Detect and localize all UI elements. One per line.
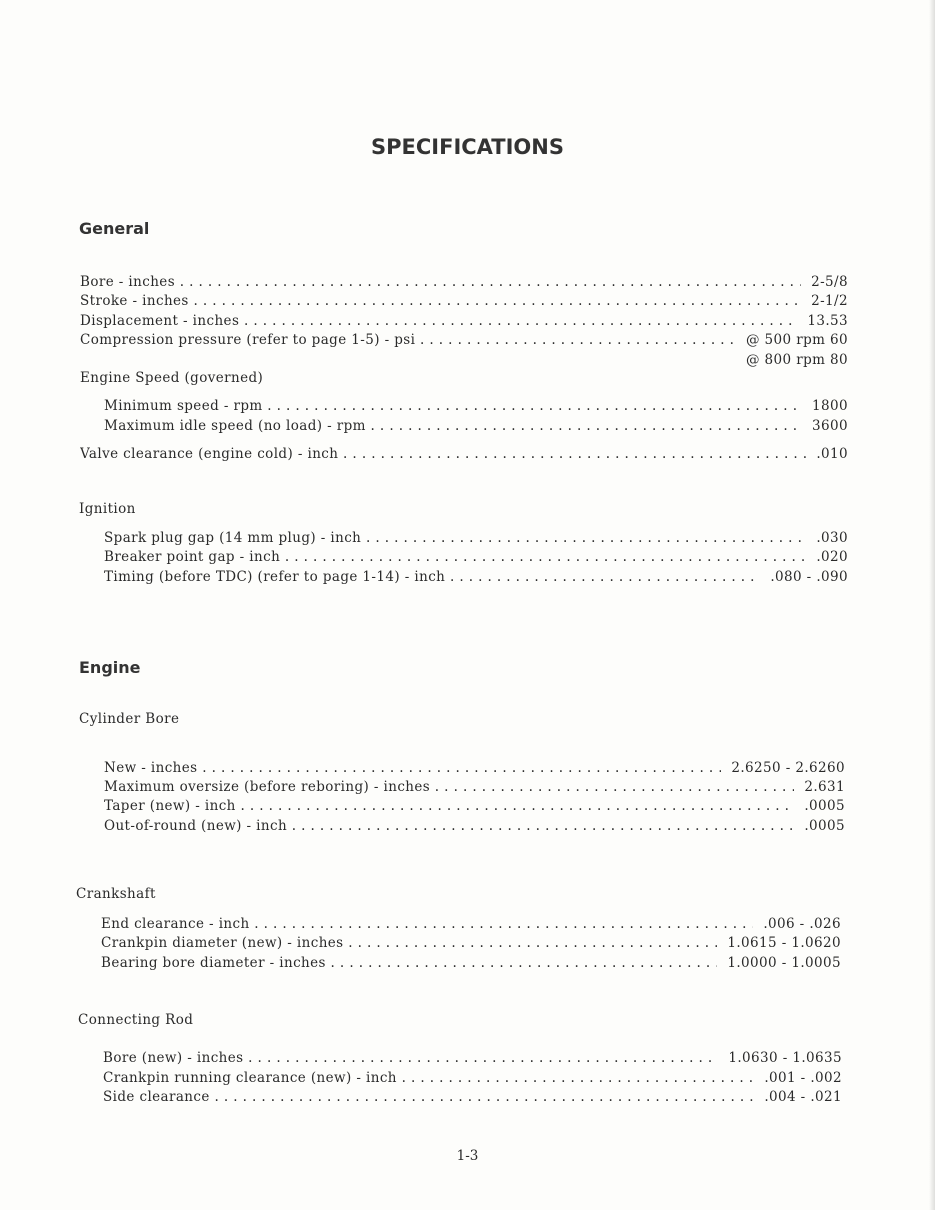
subheading-engine-speed: Engine Speed (governed) [80, 370, 264, 386]
section-heading-engine: Engine [79, 658, 141, 677]
spec-value: 1.0615 - 1.0620 [717, 935, 841, 951]
subheading-cylinder-bore: Cylinder Bore [79, 711, 180, 727]
page-edge-shadow [929, 0, 935, 1210]
spec-value: .006 - .026 [753, 916, 841, 932]
spec-label: Bearing bore diameter - inches . . . [101, 955, 717, 971]
spec-row-crankpin-diameter [101, 935, 841, 955]
spec-label: Side clearance . . . [103, 1089, 754, 1105]
spec-label: Spark plug gap (14 mm plug) - inch . . . [104, 530, 806, 546]
spec-row-maximum-idle-speed [104, 418, 848, 438]
spec-row-bore [80, 274, 848, 294]
spec-label: Crankpin diameter (new) - inches . . . [101, 935, 717, 951]
spec-row-bore-new [104, 760, 845, 780]
spec-value: 2-1/2 [801, 293, 848, 309]
spec-row-displacement [80, 313, 848, 333]
spec-value: .020 [806, 549, 848, 565]
spec-row-side-clearance [103, 1089, 842, 1109]
spec-row-breaker-point-gap [104, 549, 848, 569]
spec-value: .001 - .002 [754, 1070, 842, 1086]
spec-value: 1.0000 - 1.0005 [717, 955, 841, 971]
spec-label: Maximum oversize (before reboring) - inches . . . [104, 779, 794, 795]
spec-label: Displacement - inches . . . [80, 313, 797, 329]
spec-value: .004 - .021 [754, 1089, 842, 1105]
spec-value: @ 500 rpm 60 [736, 332, 848, 348]
spec-value: 2.631 [794, 779, 845, 795]
spec-value: .030 [806, 530, 848, 546]
spec-label: Taper (new) - inch . . . [104, 798, 794, 814]
spec-value: 2.6250 - 2.6260 [721, 760, 845, 776]
spec-label: Bore - inches . . . [80, 274, 801, 290]
spec-label: End clearance - inch . . . [101, 916, 753, 932]
spec-value: 3600 [802, 418, 848, 434]
spec-row-timing [104, 569, 848, 589]
spec-label: Breaker point gap - inch . . . [104, 549, 806, 565]
spec-row-maximum-oversize [104, 779, 845, 799]
spec-value: .0005 [794, 818, 845, 834]
spec-label: Crankpin running clearance (new) - inch . . . [103, 1070, 754, 1086]
spec-value: 2-5/8 [801, 274, 848, 290]
spec-value: 1.0630 - 1.0635 [718, 1050, 842, 1066]
subheading-ignition: Ignition [79, 501, 136, 517]
spec-value-compression-extra: @ 800 rpm 80 [745, 352, 848, 368]
spec-row-crankpin-running-clearance [103, 1070, 842, 1090]
spec-value: .080 - .090 [760, 569, 848, 585]
subheading-crankshaft: Crankshaft [76, 886, 156, 902]
spec-row-end-clearance [101, 916, 841, 936]
section-heading-general: General [79, 219, 150, 238]
spec-row-out-of-round [104, 818, 845, 838]
spec-row-rod-bore [103, 1050, 842, 1070]
spec-value: 1800 [802, 398, 848, 414]
spec-label: Minimum speed - rpm . . . [104, 398, 802, 414]
spec-label: Stroke - inches . . . [80, 293, 801, 309]
spec-row-valve-clearance [80, 446, 848, 466]
spec-value: .010 [806, 446, 848, 462]
spec-label: Bore (new) - inches . . . [103, 1050, 718, 1066]
spec-row-stroke [80, 293, 848, 313]
spec-row-taper [104, 798, 845, 818]
page-title: SPECIFICATIONS [371, 135, 564, 159]
spec-label: New - inches . . . [104, 760, 721, 776]
subheading-connecting-rod: Connecting Rod [78, 1012, 194, 1028]
spec-label: Valve clearance (engine cold) - inch . . . [80, 446, 806, 462]
spec-label: Timing (before TDC) (refer to page 1-14) - inch . . . [104, 569, 760, 585]
spec-label: Maximum idle speed (no load) - rpm . . . [104, 418, 802, 434]
spec-value: .0005 [794, 798, 845, 814]
spec-value: 13.53 [797, 313, 848, 329]
spec-row-bearing-bore-diameter [101, 955, 841, 975]
spec-label: Out-of-round (new) - inch . . . [104, 818, 794, 834]
spec-label: Compression pressure (refer to page 1-5) - psi . . . [80, 332, 736, 348]
spec-row-compression [80, 332, 848, 352]
spec-row-spark-plug-gap [104, 530, 848, 550]
spec-row-minimum-speed [104, 398, 848, 418]
page-number: 1-3 [456, 1148, 479, 1164]
